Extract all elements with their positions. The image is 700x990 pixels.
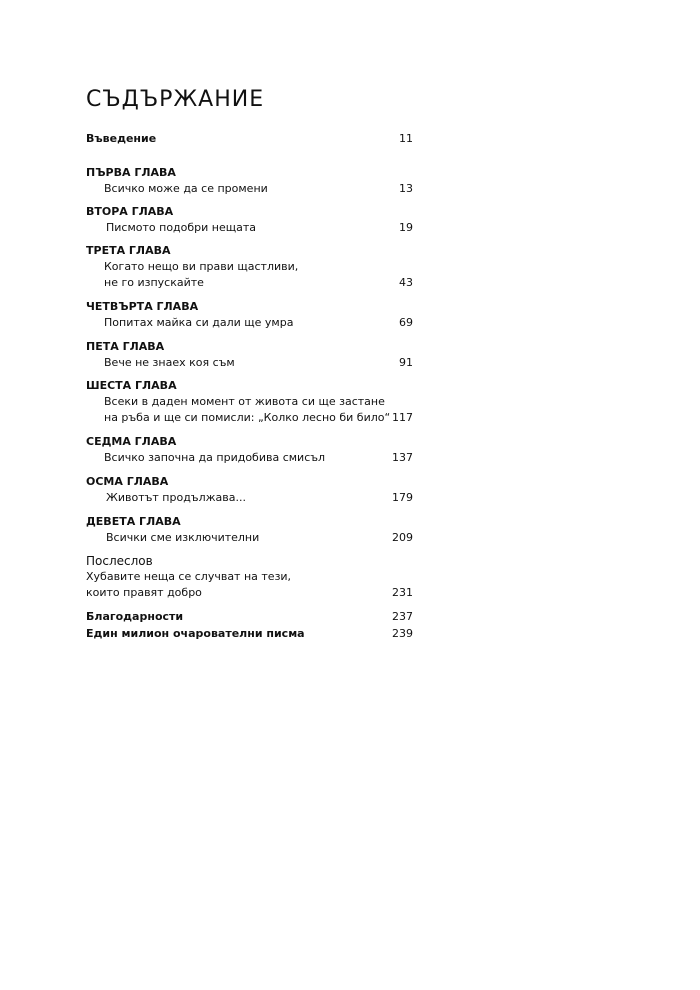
afterword-title-line-2: които правят добро	[86, 586, 202, 599]
toc-entry-chapter-5[interactable]	[86, 339, 413, 371]
chapter-heading: ДЕВЕТА ГЛАВА	[86, 515, 181, 528]
chapter-heading: ЧЕТВЪРТА ГЛАВА	[86, 300, 199, 313]
chapter-heading: ВТОРА ГЛАВА	[86, 205, 174, 218]
toc-page-number: 11	[399, 132, 413, 145]
toc-entry-chapter-8[interactable]	[86, 474, 413, 506]
toc-entry-chapter-4[interactable]	[86, 299, 413, 331]
toc-page-number: 13	[399, 182, 413, 195]
toc-entry-label: Благодарности	[86, 610, 184, 623]
toc-entry-chapter-6[interactable]	[86, 378, 413, 426]
chapter-title: Животът продължава...	[106, 491, 246, 504]
chapter-title-line-1: Всеки в даден момент от живота си ще застане	[104, 395, 385, 408]
toc-page-number: 179	[392, 491, 413, 504]
toc-entry-afterword[interactable]	[86, 553, 413, 601]
toc-entry-chapter-7[interactable]	[86, 434, 413, 466]
toc-page-number: 231	[392, 586, 413, 599]
toc-entry-label: Въведение	[86, 132, 157, 145]
chapter-heading: ТРЕТА ГЛАВА	[86, 244, 171, 257]
toc-entry-chapter-9[interactable]	[86, 514, 413, 546]
toc-entry-acknowledgements[interactable]	[86, 609, 413, 625]
chapter-heading: ОСМА ГЛАВА	[86, 475, 169, 488]
chapter-title-line-2: на ръба и ще си помисли: „Колко лесно би било“	[104, 411, 391, 424]
afterword-heading: Послеслов	[86, 554, 153, 568]
chapter-title: Всичко може да се промени	[104, 182, 268, 195]
toc-entry-million-letters[interactable]	[86, 626, 413, 642]
toc-entry-label: Един милион очарователни писма	[86, 627, 305, 640]
toc-page-number: 69	[399, 316, 413, 329]
chapter-heading: ШЕСТА ГЛАВА	[86, 379, 177, 392]
chapter-title: Всичко започна да придобива смисъл	[104, 451, 326, 464]
chapter-heading: ПЪРВА ГЛАВА	[86, 166, 176, 179]
toc-page-number: 117	[392, 411, 413, 424]
chapter-title: Писмото подобри нещата	[106, 221, 257, 234]
toc-page-number: 91	[399, 356, 413, 369]
toc-entry-chapter-1[interactable]	[86, 165, 413, 197]
toc-page-number: 239	[392, 627, 413, 640]
chapter-title: Попитах майка си дали ще умра	[104, 316, 294, 329]
afterword-title-line-1: Хубавите неща се случват на тези,	[86, 570, 292, 583]
toc-page-number: 19	[399, 221, 413, 234]
toc-entry-intro[interactable]	[86, 131, 413, 147]
chapter-title: Всички сме изключителни	[106, 531, 260, 544]
chapter-title-line-2: не го изпускайте	[104, 276, 204, 289]
chapter-title: Вече не знаех коя съм	[104, 356, 235, 369]
chapter-title-line-1: Когато нещо ви прави щастливи,	[104, 260, 299, 273]
toc-entry-chapter-2[interactable]	[86, 204, 413, 236]
chapter-heading: ПЕТА ГЛАВА	[86, 340, 165, 353]
toc-page-number: 237	[392, 610, 413, 623]
toc-page-number: 209	[392, 531, 413, 544]
page-title: СЪДЪРЖАНИЕ	[86, 87, 265, 112]
toc-page-number: 137	[392, 451, 413, 464]
toc-page-number: 43	[399, 276, 413, 289]
chapter-heading: СЕДМА ГЛАВА	[86, 435, 177, 448]
toc-entry-chapter-3[interactable]	[86, 243, 413, 291]
